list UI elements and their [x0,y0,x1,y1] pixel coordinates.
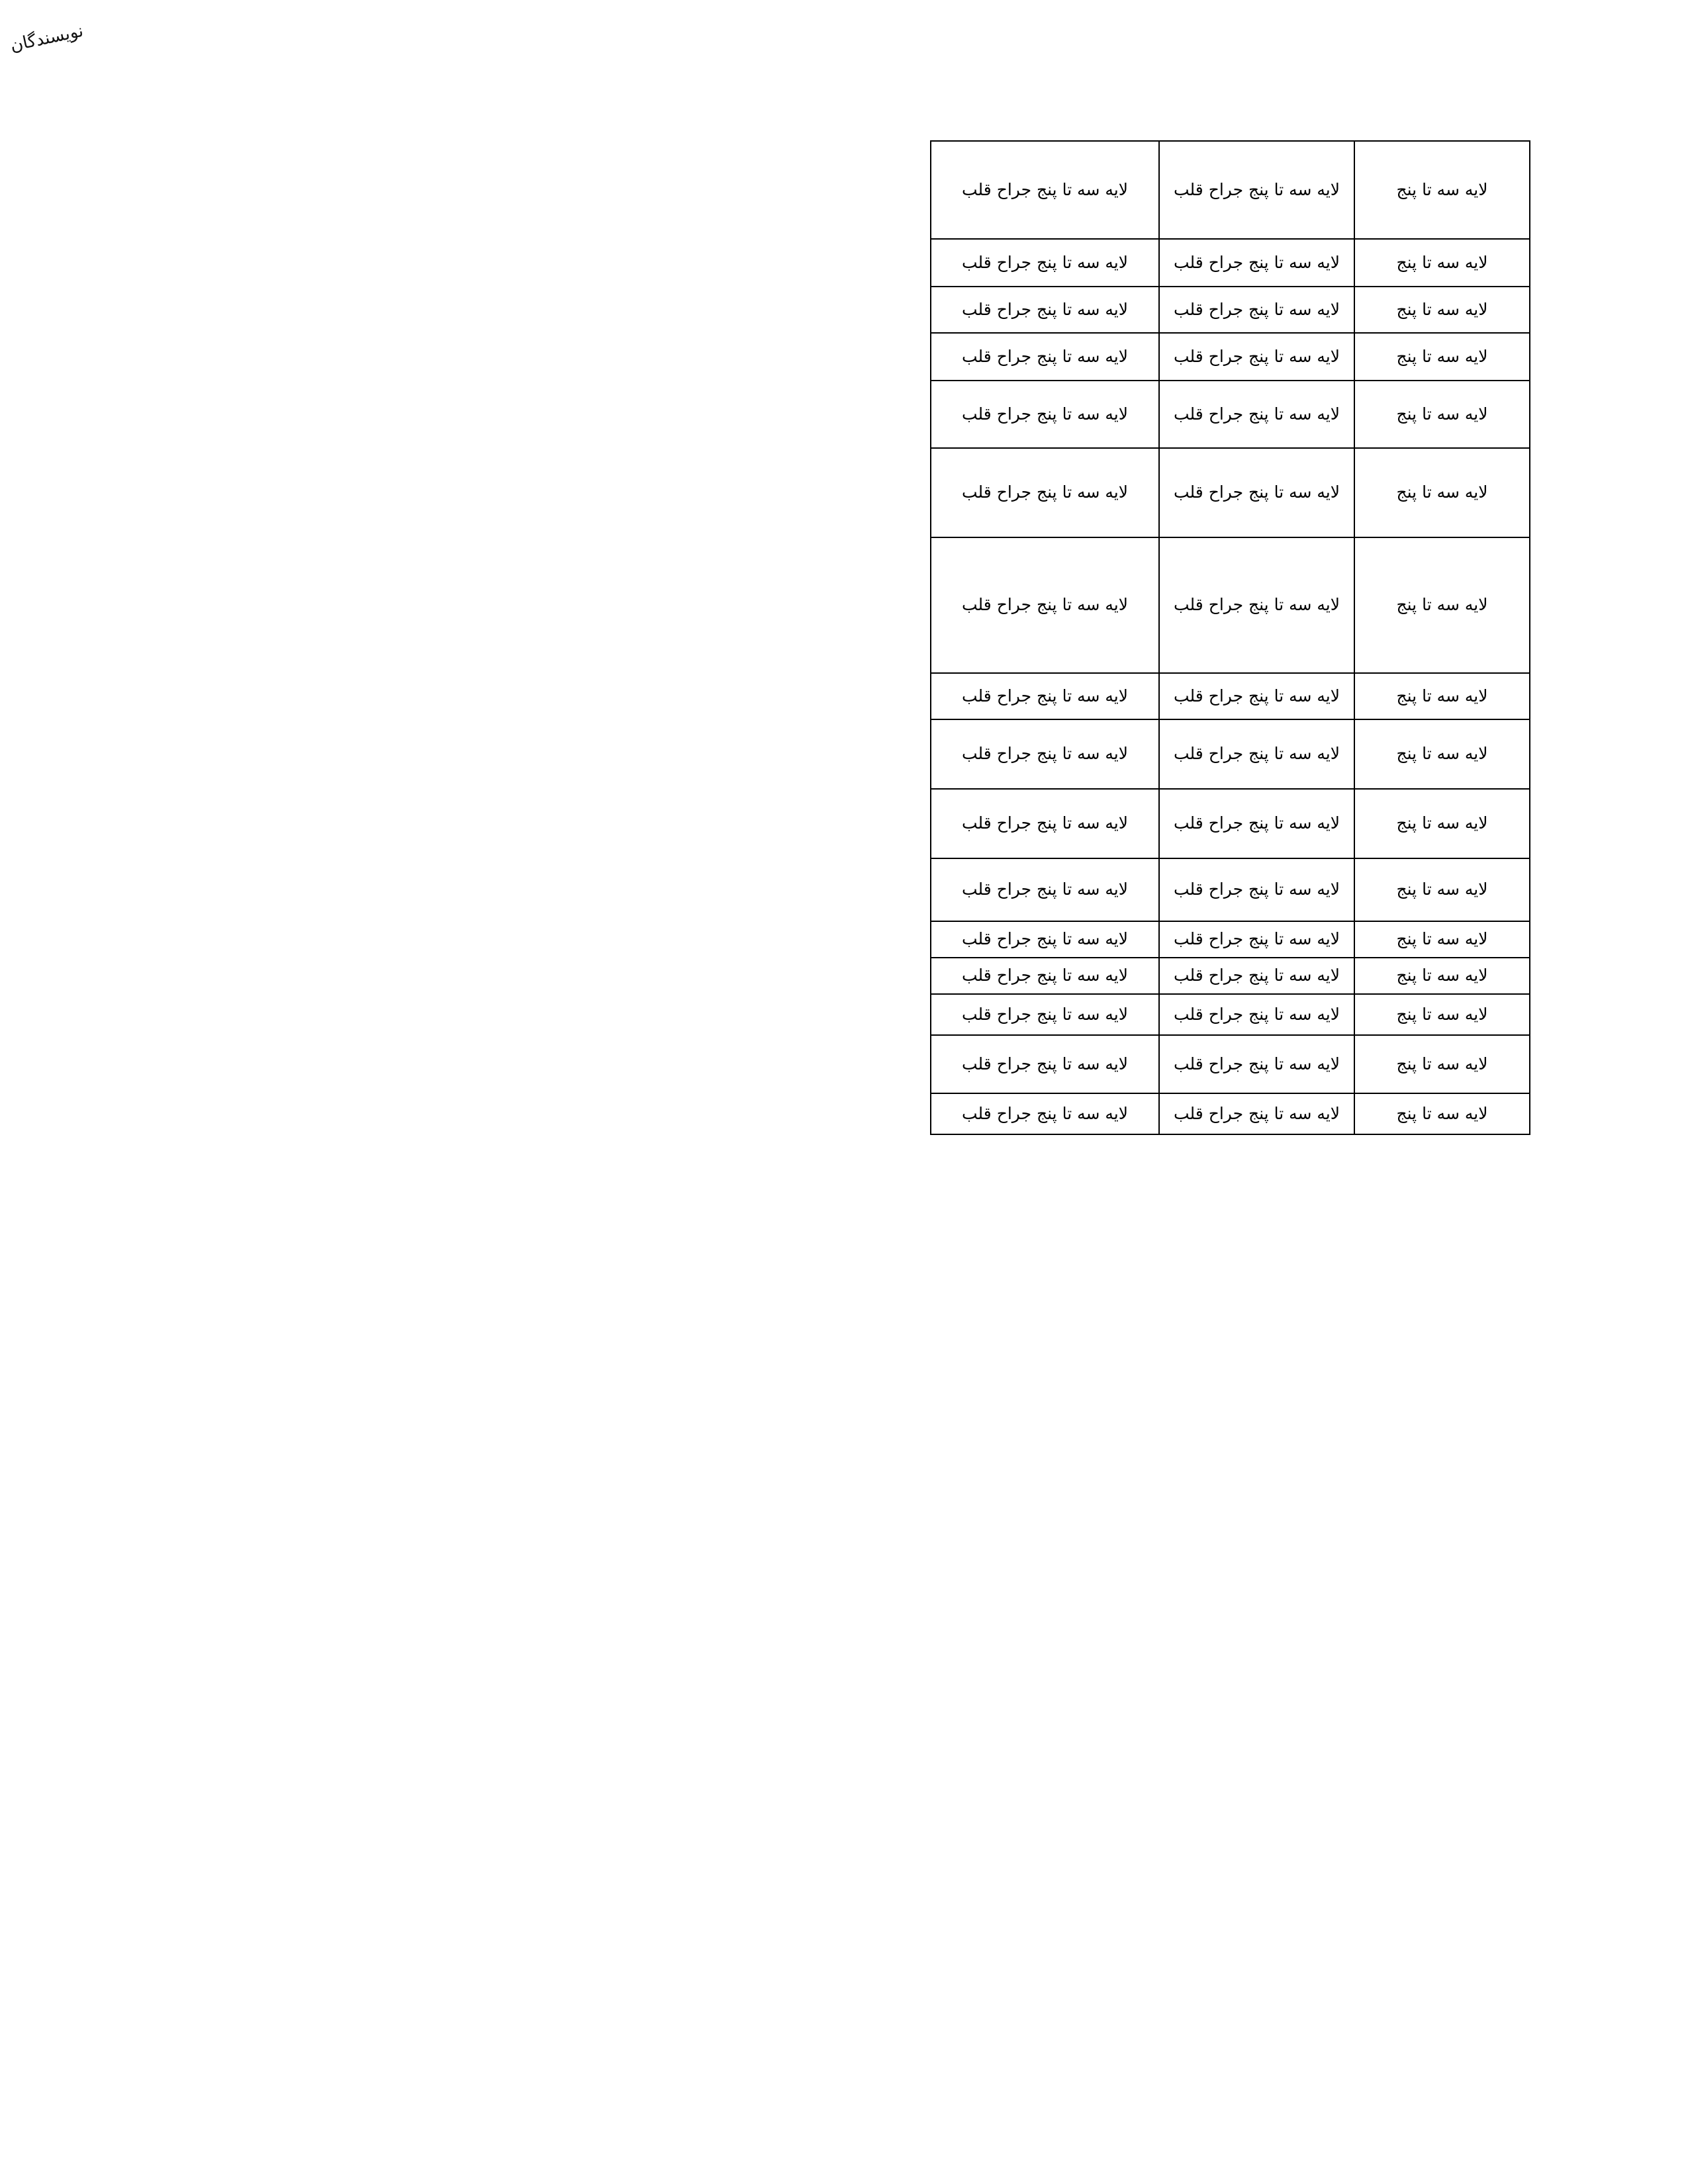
table-cell-right [1354,994,1530,1035]
cell-text: لایه سه تا پنج جراح قلب [1173,1103,1340,1123]
table-cell-right [1354,1093,1530,1134]
cell-text: لایه سه تا پنج جراح قلب [961,595,1129,615]
table-cell-left [931,381,1159,448]
table-row [931,673,1530,719]
cell-text: لایه سه تا پنج [1396,179,1488,199]
table-cell-left [931,858,1159,921]
cell-text: لایه سه تا پنج جراح قلب [961,880,1129,899]
table-cell-right [1354,287,1530,333]
table-container [931,140,1530,1135]
table-cell-right [1354,921,1530,958]
table-cell-right [1354,381,1530,448]
cell-text: لایه سه تا پنج جراح قلب [961,1004,1129,1024]
table-row [931,1035,1530,1093]
table-cell-left [931,789,1159,858]
cell-text: لایه سه تا پنج جراح قلب [961,346,1129,366]
table-row [931,994,1530,1035]
cell-text: لایه سه تا پنج [1396,1054,1488,1073]
cell-text: لایه سه تا پنج [1396,929,1488,949]
cell-text: لایه سه تا پنج [1396,966,1488,985]
cell-text: لایه سه تا پنج جراح قلب [1173,966,1340,985]
cell-text: لایه سه تا پنج جراح قلب [1173,686,1340,705]
cell-text: لایه سه تا پنج جراح قلب [1173,880,1340,899]
table-row [931,921,1530,958]
table-cell-middle [1159,448,1354,537]
cell-text: لایه سه تا پنج جراح قلب [961,404,1129,424]
table-cell-left [931,719,1159,789]
table-cell-middle [1159,673,1354,719]
cell-text: لایه سه تا پنج [1396,252,1488,272]
cell-text: لایه سه تا پنج جراح قلب [961,686,1129,705]
table-cell-right [1354,719,1530,789]
table-cell-right [1354,537,1530,673]
cell-text: لایه سه تا پنج [1396,299,1488,319]
table-cell-middle [1159,333,1354,381]
cell-text: لایه سه تا پنج جراح قلب [961,482,1129,502]
table-cell-left [931,673,1159,719]
table-row [931,858,1530,921]
cell-text: لایه سه تا پنج [1396,1004,1488,1024]
table-cell-middle [1159,994,1354,1035]
table-cell-right [1354,958,1530,994]
table-row [931,448,1530,537]
cell-text: لایه سه تا پنج جراح قلب [1173,482,1340,502]
table-cell-right [1354,789,1530,858]
table-row [931,381,1530,448]
cell-text: لایه سه تا پنج جراح قلب [1173,744,1340,764]
table-row [931,537,1530,673]
table-cell-right [1354,1035,1530,1093]
table-row [931,333,1530,381]
table-cell-right [1354,448,1530,537]
table-cell-middle [1159,537,1354,673]
table-cell-right [1354,673,1530,719]
table-cell-middle [1159,1035,1354,1093]
cell-text: لایه سه تا پنج [1396,686,1488,705]
table-cell-left [931,141,1159,239]
table-cell-left [931,1035,1159,1093]
cell-text: لایه سه تا پنج جراح قلب [961,929,1129,949]
cell-text: لایه سه تا پنج [1396,1103,1488,1123]
cell-text: لایه سه تا پنج جراح قلب [961,813,1129,833]
cell-text: لایه سه تا پنج [1396,346,1488,366]
cell-text: لایه سه تا پنج [1396,404,1488,424]
table-row [931,239,1530,287]
cell-text: لایه سه تا پنج [1396,744,1488,764]
table-row [931,287,1530,333]
table-cell-left [931,333,1159,381]
cell-text: لایه سه تا پنج جراح قلب [961,179,1129,199]
table-cell-middle [1159,141,1354,239]
handwritten-corner-mark [2,17,148,90]
cell-text: لایه سه تا پنج جراح قلب [961,1103,1129,1123]
cell-text: لایه سه تا پنج جراح قلب [1173,179,1340,199]
cell-text: لایه سه تا پنج جراح قلب [1173,346,1340,366]
cell-text: لایه سه تا پنج جراح قلب [961,252,1129,272]
table-row [931,958,1530,994]
table-row [931,141,1530,239]
cell-text: لایه سه تا پنج جراح قلب [961,744,1129,764]
cell-text: لایه سه تا پنج جراح قلب [1173,813,1340,833]
table-row [931,1093,1530,1134]
cell-text: لایه سه تا پنج [1396,880,1488,899]
cell-text: لایه سه تا پنج جراح قلب [1173,595,1340,615]
table-cell-middle [1159,287,1354,333]
table-cell-left [931,537,1159,673]
table-cell-right [1354,141,1530,239]
table-cell-middle [1159,921,1354,958]
table-cell-left [931,1093,1159,1134]
table-cell-left [931,239,1159,287]
table-cell-right [1354,239,1530,287]
content-table [930,140,1530,1135]
table-row [931,789,1530,858]
table-cell-left [931,958,1159,994]
table-cell-right [1354,333,1530,381]
table-cell-middle [1159,789,1354,858]
table-cell-middle [1159,239,1354,287]
table-cell-left [931,994,1159,1035]
table-cell-middle [1159,719,1354,789]
table-row [931,719,1530,789]
cell-text: لایه سه تا پنج جراح قلب [1173,252,1340,272]
cell-text: لایه سه تا پنج جراح قلب [1173,404,1340,424]
table-cell-right [1354,858,1530,921]
cell-text: لایه سه تا پنج جراح قلب [961,966,1129,985]
cell-text: لایه سه تا پنج جراح قلب [1173,1054,1340,1073]
table-cell-left [931,448,1159,537]
cell-text: لایه سه تا پنج جراح قلب [1173,299,1340,319]
table-cell-middle [1159,381,1354,448]
table-body [931,141,1530,1134]
cell-text: لایه سه تا پنج جراح قلب [961,299,1129,319]
cell-text: لایه سه تا پنج جراح قلب [1173,929,1340,949]
table-cell-left [931,921,1159,958]
cell-text: لایه سه تا پنج [1396,813,1488,833]
cell-text: لایه سه تا پنج [1396,595,1488,615]
table-cell-middle [1159,858,1354,921]
corner-mark-text: نویسندگان [8,21,85,56]
cell-text: لایه سه تا پنج جراح قلب [1173,1004,1340,1024]
cell-text: لایه سه تا پنج جراح قلب [961,1054,1129,1073]
table-cell-middle [1159,958,1354,994]
table-cell-left [931,287,1159,333]
table-cell-middle [1159,1093,1354,1134]
cell-text: لایه سه تا پنج [1396,482,1488,502]
